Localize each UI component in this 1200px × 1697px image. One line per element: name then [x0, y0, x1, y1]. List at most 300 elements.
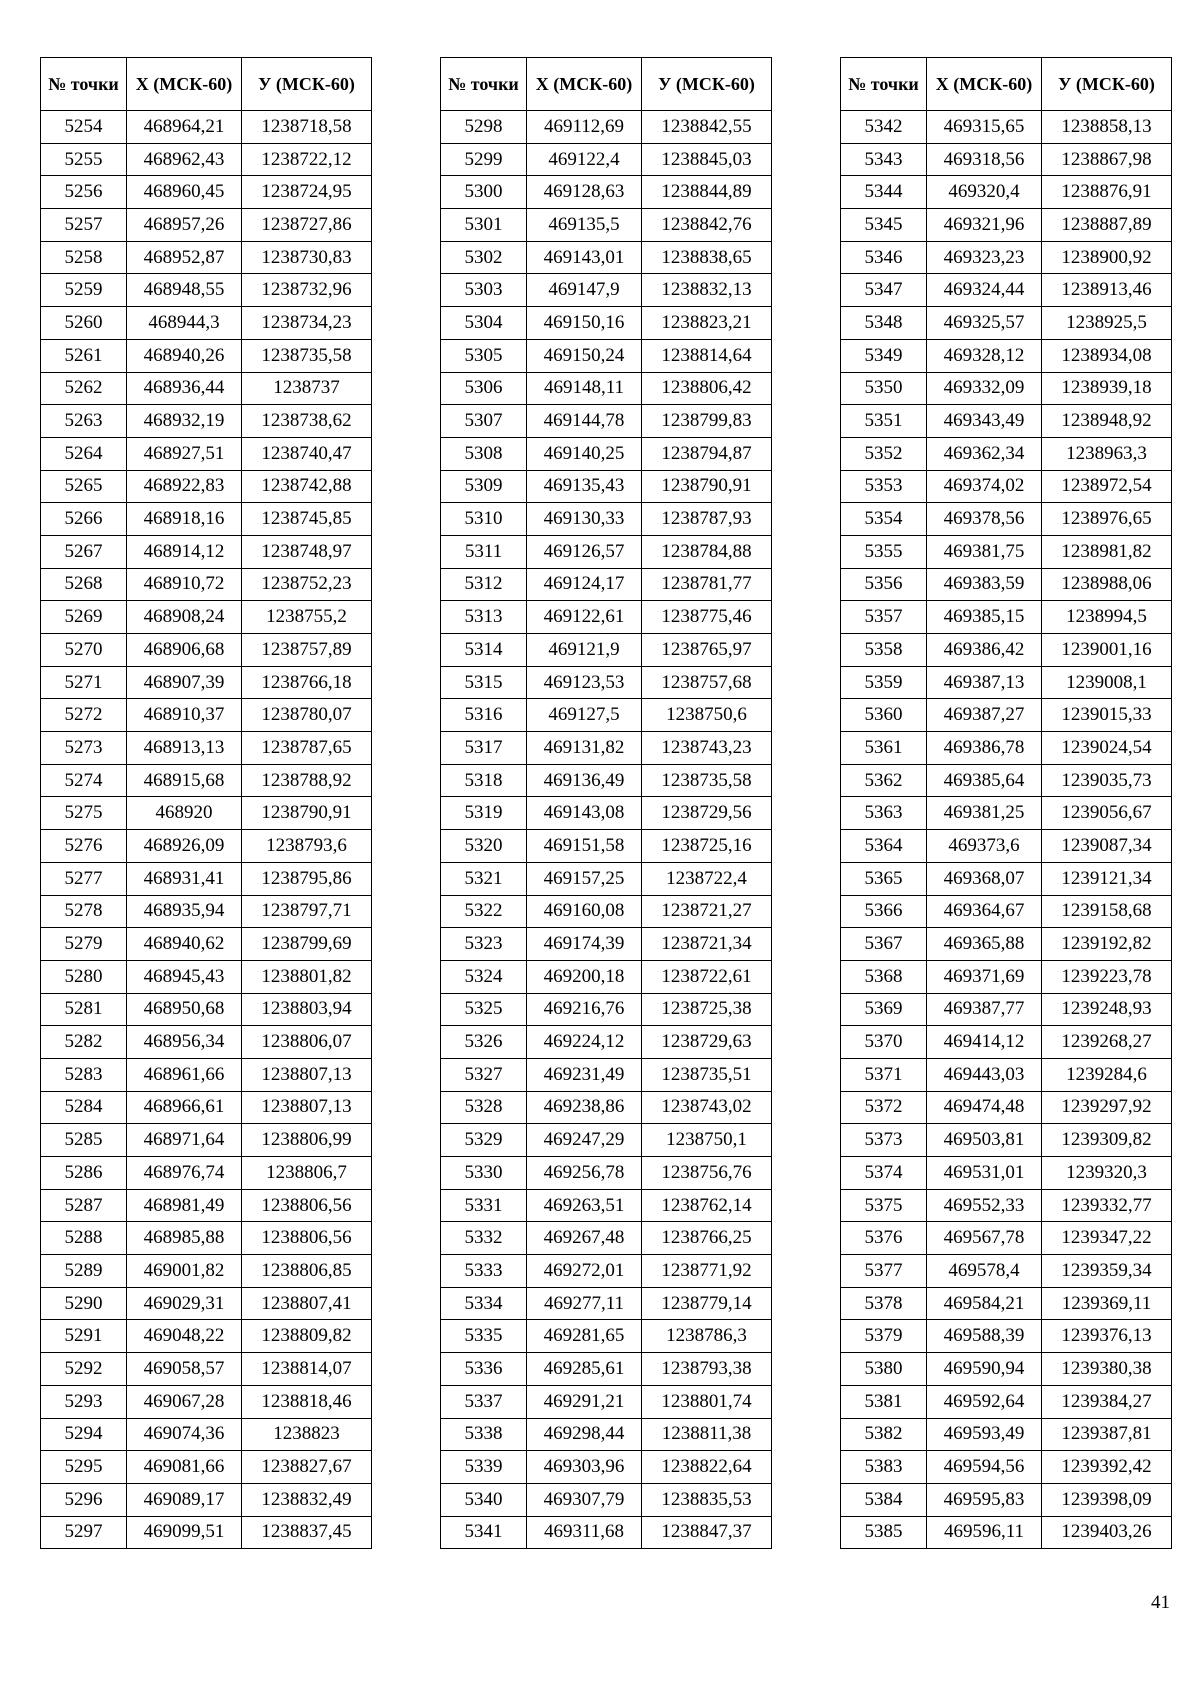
x-coordinate-cell: 468948,55 — [127, 274, 242, 307]
x-coordinate-cell: 468927,51 — [127, 437, 242, 470]
x-coordinate-cell: 469238,86 — [527, 1091, 642, 1124]
y-coordinate-cell: 1238807,13 — [242, 1058, 372, 1091]
y-coordinate-cell: 1238806,7 — [242, 1157, 372, 1190]
point-number-cell: 5264 — [41, 437, 127, 470]
y-coordinate-cell: 1239158,68 — [1042, 895, 1172, 928]
point-number-cell: 5340 — [441, 1483, 527, 1516]
y-coordinate-cell: 1238743,02 — [642, 1091, 772, 1124]
y-coordinate-cell: 1239376,13 — [1042, 1320, 1172, 1353]
x-coordinate-cell: 469362,34 — [927, 437, 1042, 470]
point-number-cell: 5255 — [41, 143, 127, 176]
x-coordinate-cell: 469140,25 — [527, 437, 642, 470]
y-coordinate-cell: 1238835,53 — [642, 1483, 772, 1516]
x-coordinate-cell: 469385,15 — [927, 601, 1042, 634]
x-coordinate-cell: 469216,76 — [527, 993, 642, 1026]
x-coordinate-cell: 469590,94 — [927, 1353, 1042, 1386]
table-row — [41, 634, 372, 667]
point-number-cell: 5266 — [41, 503, 127, 536]
point-number-cell: 5309 — [441, 470, 527, 503]
y-coordinate-cell: 1238729,63 — [642, 1026, 772, 1059]
y-coordinate-cell: 1238740,47 — [242, 437, 372, 470]
table-row — [841, 830, 1172, 863]
x-coordinate-cell: 468918,16 — [127, 503, 242, 536]
point-number-cell: 5311 — [441, 535, 527, 568]
y-coordinate-cell: 1238799,83 — [642, 405, 772, 438]
x-coordinate-cell: 468962,43 — [127, 143, 242, 176]
table-row — [841, 1157, 1172, 1190]
table-row — [41, 1124, 372, 1157]
column-header-y: У (МСК-60) — [642, 58, 772, 111]
point-number-cell: 5370 — [841, 1026, 927, 1059]
point-number-cell: 5287 — [41, 1189, 127, 1222]
point-number-cell: 5378 — [841, 1287, 927, 1320]
x-coordinate-cell: 469320,4 — [927, 176, 1042, 209]
table-row — [41, 470, 372, 503]
y-coordinate-cell: 1238887,89 — [1042, 209, 1172, 242]
point-number-cell: 5259 — [41, 274, 127, 307]
table-row — [841, 176, 1172, 209]
y-coordinate-cell: 1238972,54 — [1042, 470, 1172, 503]
point-number-cell: 5275 — [41, 797, 127, 830]
table-row — [841, 666, 1172, 699]
x-coordinate-cell: 469373,6 — [927, 830, 1042, 863]
table-row — [41, 209, 372, 242]
x-coordinate-cell: 468956,34 — [127, 1026, 242, 1059]
table-row — [841, 732, 1172, 765]
y-coordinate-cell: 1238832,13 — [642, 274, 772, 307]
y-coordinate-cell: 1238847,37 — [642, 1516, 772, 1549]
table-row — [841, 797, 1172, 830]
x-coordinate-cell: 469321,96 — [927, 209, 1042, 242]
x-coordinate-cell: 469383,59 — [927, 568, 1042, 601]
y-coordinate-cell: 1238842,55 — [642, 111, 772, 144]
x-coordinate-cell: 469136,49 — [527, 764, 642, 797]
point-number-cell: 5343 — [841, 143, 927, 176]
point-number-cell: 5293 — [41, 1385, 127, 1418]
table-row — [841, 307, 1172, 340]
x-coordinate-cell: 469135,5 — [527, 209, 642, 242]
point-number-cell: 5285 — [41, 1124, 127, 1157]
table-row — [841, 143, 1172, 176]
table-row — [841, 1320, 1172, 1353]
table-row — [441, 1385, 772, 1418]
y-coordinate-cell: 1238806,85 — [242, 1255, 372, 1288]
x-coordinate-cell: 469144,78 — [527, 405, 642, 438]
point-number-cell: 5323 — [441, 928, 527, 961]
y-coordinate-cell: 1238806,07 — [242, 1026, 372, 1059]
table-row — [41, 339, 372, 372]
y-coordinate-cell: 1238822,64 — [642, 1451, 772, 1484]
y-coordinate-cell: 1239332,77 — [1042, 1189, 1172, 1222]
y-coordinate-cell: 1238807,41 — [242, 1287, 372, 1320]
table-row — [441, 1287, 772, 1320]
x-coordinate-cell: 469001,82 — [127, 1255, 242, 1288]
point-number-cell: 5315 — [441, 666, 527, 699]
point-number-cell: 5347 — [841, 274, 927, 307]
y-coordinate-cell: 1238730,83 — [242, 241, 372, 274]
table-row — [441, 535, 772, 568]
y-coordinate-cell: 1238734,23 — [242, 307, 372, 340]
y-coordinate-cell: 1238790,91 — [242, 797, 372, 830]
table-row — [41, 176, 372, 209]
x-coordinate-cell: 468952,87 — [127, 241, 242, 274]
point-number-cell: 5260 — [41, 307, 127, 340]
y-coordinate-cell: 1238814,64 — [642, 339, 772, 372]
point-number-cell: 5286 — [41, 1157, 127, 1190]
point-number-cell: 5301 — [441, 209, 527, 242]
table-row — [41, 274, 372, 307]
y-coordinate-cell: 1238801,74 — [642, 1385, 772, 1418]
table-row — [841, 1255, 1172, 1288]
y-coordinate-cell: 1238779,14 — [642, 1287, 772, 1320]
y-coordinate-cell: 1239398,09 — [1042, 1483, 1172, 1516]
point-number-cell: 5337 — [441, 1385, 527, 1418]
x-coordinate-cell: 469387,27 — [927, 699, 1042, 732]
x-coordinate-cell: 469324,44 — [927, 274, 1042, 307]
table-row — [441, 1483, 772, 1516]
table-row — [841, 1418, 1172, 1451]
y-coordinate-cell: 1238806,99 — [242, 1124, 372, 1157]
y-coordinate-cell: 1238766,18 — [242, 666, 372, 699]
point-number-cell: 5366 — [841, 895, 927, 928]
x-coordinate-cell: 469343,49 — [927, 405, 1042, 438]
x-coordinate-cell: 469135,43 — [527, 470, 642, 503]
point-number-cell: 5334 — [441, 1287, 527, 1320]
y-coordinate-cell: 1238827,67 — [242, 1451, 372, 1484]
y-coordinate-cell: 1238718,58 — [242, 111, 372, 144]
x-coordinate-cell: 469267,48 — [527, 1222, 642, 1255]
table-row — [41, 143, 372, 176]
y-coordinate-cell: 1238765,97 — [642, 634, 772, 667]
x-coordinate-cell: 469578,4 — [927, 1255, 1042, 1288]
y-coordinate-cell: 1238842,76 — [642, 209, 772, 242]
y-coordinate-cell: 1238784,88 — [642, 535, 772, 568]
table-row — [441, 503, 772, 536]
point-number-cell: 5328 — [441, 1091, 527, 1124]
table-row — [41, 601, 372, 634]
point-number-cell: 5308 — [441, 437, 527, 470]
x-coordinate-cell: 469378,56 — [927, 503, 1042, 536]
point-number-cell: 5270 — [41, 634, 127, 667]
table-row — [41, 1320, 372, 1353]
y-coordinate-cell: 1238745,85 — [242, 503, 372, 536]
x-coordinate-cell: 469160,08 — [527, 895, 642, 928]
point-number-cell: 5344 — [841, 176, 927, 209]
point-number-cell: 5359 — [841, 666, 927, 699]
table-row — [41, 437, 372, 470]
y-coordinate-cell: 1238925,5 — [1042, 307, 1172, 340]
x-coordinate-cell: 469332,09 — [927, 372, 1042, 405]
table-row — [841, 111, 1172, 144]
table-row — [841, 1451, 1172, 1484]
x-coordinate-cell: 469147,9 — [527, 274, 642, 307]
table-row — [41, 1091, 372, 1124]
point-number-cell: 5336 — [441, 1353, 527, 1386]
y-coordinate-cell: 1238793,6 — [242, 830, 372, 863]
column-header-x: X (МСК-60) — [927, 58, 1042, 111]
point-number-cell: 5357 — [841, 601, 927, 634]
x-coordinate-cell: 468936,44 — [127, 372, 242, 405]
x-coordinate-cell: 469150,16 — [527, 307, 642, 340]
point-number-cell: 5348 — [841, 307, 927, 340]
point-number-cell: 5300 — [441, 176, 527, 209]
table-row — [841, 1483, 1172, 1516]
table-row — [841, 960, 1172, 993]
point-number-cell: 5342 — [841, 111, 927, 144]
x-coordinate-cell: 469303,96 — [527, 1451, 642, 1484]
point-number-cell: 5282 — [41, 1026, 127, 1059]
x-coordinate-cell: 469364,67 — [927, 895, 1042, 928]
table-row — [841, 339, 1172, 372]
y-coordinate-cell: 1239024,54 — [1042, 732, 1172, 765]
x-coordinate-cell: 468935,94 — [127, 895, 242, 928]
point-number-cell: 5380 — [841, 1353, 927, 1386]
table-row — [841, 699, 1172, 732]
y-coordinate-cell: 1238832,49 — [242, 1483, 372, 1516]
x-coordinate-cell: 469272,01 — [527, 1255, 642, 1288]
point-number-cell: 5271 — [41, 666, 127, 699]
table-row — [441, 1222, 772, 1255]
table-row — [41, 1287, 372, 1320]
y-coordinate-cell: 1238806,42 — [642, 372, 772, 405]
point-number-cell: 5384 — [841, 1483, 927, 1516]
table-row — [41, 241, 372, 274]
point-number-cell: 5382 — [841, 1418, 927, 1451]
table-row — [841, 470, 1172, 503]
y-coordinate-cell: 1239056,67 — [1042, 797, 1172, 830]
y-coordinate-cell: 1238867,98 — [1042, 143, 1172, 176]
x-coordinate-cell: 469374,02 — [927, 470, 1042, 503]
point-number-cell: 5352 — [841, 437, 927, 470]
point-number-cell: 5331 — [441, 1189, 527, 1222]
table-row — [41, 895, 372, 928]
table-row — [841, 764, 1172, 797]
table-row — [841, 535, 1172, 568]
point-number-cell: 5358 — [841, 634, 927, 667]
x-coordinate-cell: 469157,25 — [527, 862, 642, 895]
point-number-cell: 5314 — [441, 634, 527, 667]
table-row — [441, 209, 772, 242]
y-coordinate-cell: 1238762,14 — [642, 1189, 772, 1222]
y-coordinate-cell: 1238837,45 — [242, 1516, 372, 1549]
x-coordinate-cell: 469291,21 — [527, 1385, 642, 1418]
y-coordinate-cell: 1238787,65 — [242, 732, 372, 765]
y-coordinate-cell: 1238994,5 — [1042, 601, 1172, 634]
y-coordinate-cell: 1239015,33 — [1042, 699, 1172, 732]
y-coordinate-cell: 1239121,34 — [1042, 862, 1172, 895]
y-coordinate-cell: 1239248,93 — [1042, 993, 1172, 1026]
table-row — [841, 1222, 1172, 1255]
table-row — [841, 1091, 1172, 1124]
point-number-cell: 5263 — [41, 405, 127, 438]
table-row — [841, 568, 1172, 601]
y-coordinate-cell: 1239297,92 — [1042, 1091, 1172, 1124]
table-row — [841, 241, 1172, 274]
table-row — [41, 699, 372, 732]
point-number-cell: 5353 — [841, 470, 927, 503]
x-coordinate-cell: 469200,18 — [527, 960, 642, 993]
x-coordinate-cell: 469385,64 — [927, 764, 1042, 797]
x-coordinate-cell: 469443,03 — [927, 1058, 1042, 1091]
x-coordinate-cell: 469122,61 — [527, 601, 642, 634]
y-coordinate-cell: 1238823 — [242, 1418, 372, 1451]
x-coordinate-cell: 468908,24 — [127, 601, 242, 634]
point-number-cell: 5304 — [441, 307, 527, 340]
y-coordinate-cell: 1239369,11 — [1042, 1287, 1172, 1320]
x-coordinate-cell: 469174,39 — [527, 928, 642, 961]
x-coordinate-cell: 469594,56 — [927, 1451, 1042, 1484]
table-row — [441, 895, 772, 928]
point-number-cell: 5330 — [441, 1157, 527, 1190]
x-coordinate-cell: 469277,11 — [527, 1287, 642, 1320]
y-coordinate-cell: 1238858,13 — [1042, 111, 1172, 144]
point-number-cell: 5298 — [441, 111, 527, 144]
table-row — [441, 372, 772, 405]
y-coordinate-cell: 1238727,86 — [242, 209, 372, 242]
x-coordinate-cell: 469414,12 — [927, 1026, 1042, 1059]
x-coordinate-cell: 468961,66 — [127, 1058, 242, 1091]
x-coordinate-cell: 469386,42 — [927, 634, 1042, 667]
x-coordinate-cell: 469130,33 — [527, 503, 642, 536]
table-row — [41, 1026, 372, 1059]
y-coordinate-cell: 1239001,16 — [1042, 634, 1172, 667]
point-number-cell: 5321 — [441, 862, 527, 895]
point-number-cell: 5339 — [441, 1451, 527, 1484]
table-row — [441, 339, 772, 372]
point-number-cell: 5276 — [41, 830, 127, 863]
point-number-cell: 5283 — [41, 1058, 127, 1091]
x-coordinate-cell: 469381,75 — [927, 535, 1042, 568]
x-coordinate-cell: 469596,11 — [927, 1516, 1042, 1549]
x-coordinate-cell: 469474,48 — [927, 1091, 1042, 1124]
table-row — [441, 732, 772, 765]
table-row — [41, 111, 372, 144]
y-coordinate-cell: 1238988,06 — [1042, 568, 1172, 601]
y-coordinate-cell: 1238735,51 — [642, 1058, 772, 1091]
y-coordinate-cell: 1239380,38 — [1042, 1353, 1172, 1386]
point-number-cell: 5329 — [441, 1124, 527, 1157]
point-number-cell: 5385 — [841, 1516, 927, 1549]
y-coordinate-cell: 1238934,08 — [1042, 339, 1172, 372]
x-coordinate-cell: 469368,07 — [927, 862, 1042, 895]
table-row — [441, 437, 772, 470]
table-row — [441, 1124, 772, 1157]
point-number-cell: 5372 — [841, 1091, 927, 1124]
y-coordinate-cell: 1238807,13 — [242, 1091, 372, 1124]
y-coordinate-cell: 1239192,82 — [1042, 928, 1172, 961]
x-coordinate-cell: 469081,66 — [127, 1451, 242, 1484]
x-coordinate-cell: 469567,78 — [927, 1222, 1042, 1255]
y-coordinate-cell: 1239268,27 — [1042, 1026, 1172, 1059]
column-header-y: У (МСК-60) — [242, 58, 372, 111]
point-number-cell: 5362 — [841, 764, 927, 797]
y-coordinate-cell: 1238722,61 — [642, 960, 772, 993]
point-number-cell: 5326 — [441, 1026, 527, 1059]
point-number-cell: 5363 — [841, 797, 927, 830]
y-coordinate-cell: 1238722,12 — [242, 143, 372, 176]
point-number-cell: 5310 — [441, 503, 527, 536]
point-number-cell: 5257 — [41, 209, 127, 242]
table-row — [41, 1516, 372, 1549]
x-coordinate-cell: 468964,21 — [127, 111, 242, 144]
point-number-cell: 5303 — [441, 274, 527, 307]
y-coordinate-cell: 1238844,89 — [642, 176, 772, 209]
y-coordinate-cell: 1239347,22 — [1042, 1222, 1172, 1255]
point-number-cell: 5369 — [841, 993, 927, 1026]
point-number-cell: 5284 — [41, 1091, 127, 1124]
x-coordinate-cell: 468957,26 — [127, 209, 242, 242]
point-number-cell: 5313 — [441, 601, 527, 634]
table-row — [841, 274, 1172, 307]
x-coordinate-cell: 469127,5 — [527, 699, 642, 732]
table-row — [41, 535, 372, 568]
y-coordinate-cell: 1238948,92 — [1042, 405, 1172, 438]
y-coordinate-cell: 1238771,92 — [642, 1255, 772, 1288]
y-coordinate-cell: 1238781,77 — [642, 568, 772, 601]
point-number-cell: 5281 — [41, 993, 127, 1026]
y-coordinate-cell: 1239035,73 — [1042, 764, 1172, 797]
x-coordinate-cell: 469318,56 — [927, 143, 1042, 176]
y-coordinate-cell: 1238939,18 — [1042, 372, 1172, 405]
point-number-cell: 5265 — [41, 470, 127, 503]
x-coordinate-cell: 469151,58 — [527, 830, 642, 863]
y-coordinate-cell: 1238963,3 — [1042, 437, 1172, 470]
table-row — [441, 634, 772, 667]
y-coordinate-cell: 1238766,25 — [642, 1222, 772, 1255]
column-header-point-number: № точки — [441, 58, 527, 111]
table-row — [441, 1255, 772, 1288]
table-row — [841, 209, 1172, 242]
point-number-cell: 5295 — [41, 1451, 127, 1484]
table-row — [841, 928, 1172, 961]
table-row — [41, 797, 372, 830]
x-coordinate-cell: 468976,74 — [127, 1157, 242, 1190]
point-number-cell: 5279 — [41, 928, 127, 961]
y-coordinate-cell: 1238876,91 — [1042, 176, 1172, 209]
y-coordinate-cell: 1238823,21 — [642, 307, 772, 340]
table-row — [841, 895, 1172, 928]
point-number-cell: 5367 — [841, 928, 927, 961]
table-row — [41, 830, 372, 863]
point-number-cell: 5373 — [841, 1124, 927, 1157]
point-number-cell: 5381 — [841, 1385, 927, 1418]
point-number-cell: 5368 — [841, 960, 927, 993]
table-row — [41, 1222, 372, 1255]
table-row — [441, 797, 772, 830]
x-coordinate-cell: 469131,82 — [527, 732, 642, 765]
x-coordinate-cell: 468985,88 — [127, 1222, 242, 1255]
point-number-cell: 5294 — [41, 1418, 127, 1451]
point-number-cell: 5371 — [841, 1058, 927, 1091]
x-coordinate-cell: 468945,43 — [127, 960, 242, 993]
table-row — [41, 405, 372, 438]
point-number-cell: 5291 — [41, 1320, 127, 1353]
table-row — [441, 111, 772, 144]
y-coordinate-cell: 1238743,23 — [642, 732, 772, 765]
table-row — [441, 960, 772, 993]
table-row — [441, 1058, 772, 1091]
y-coordinate-cell: 1238725,38 — [642, 993, 772, 1026]
x-coordinate-cell: 468914,12 — [127, 535, 242, 568]
point-number-cell: 5374 — [841, 1157, 927, 1190]
table-row — [41, 1189, 372, 1222]
y-coordinate-cell: 1238913,46 — [1042, 274, 1172, 307]
x-coordinate-cell: 468907,39 — [127, 666, 242, 699]
x-coordinate-cell: 469325,57 — [927, 307, 1042, 340]
x-coordinate-cell: 469281,65 — [527, 1320, 642, 1353]
column-header-point-number: № точки — [841, 58, 927, 111]
point-number-cell: 5302 — [441, 241, 527, 274]
